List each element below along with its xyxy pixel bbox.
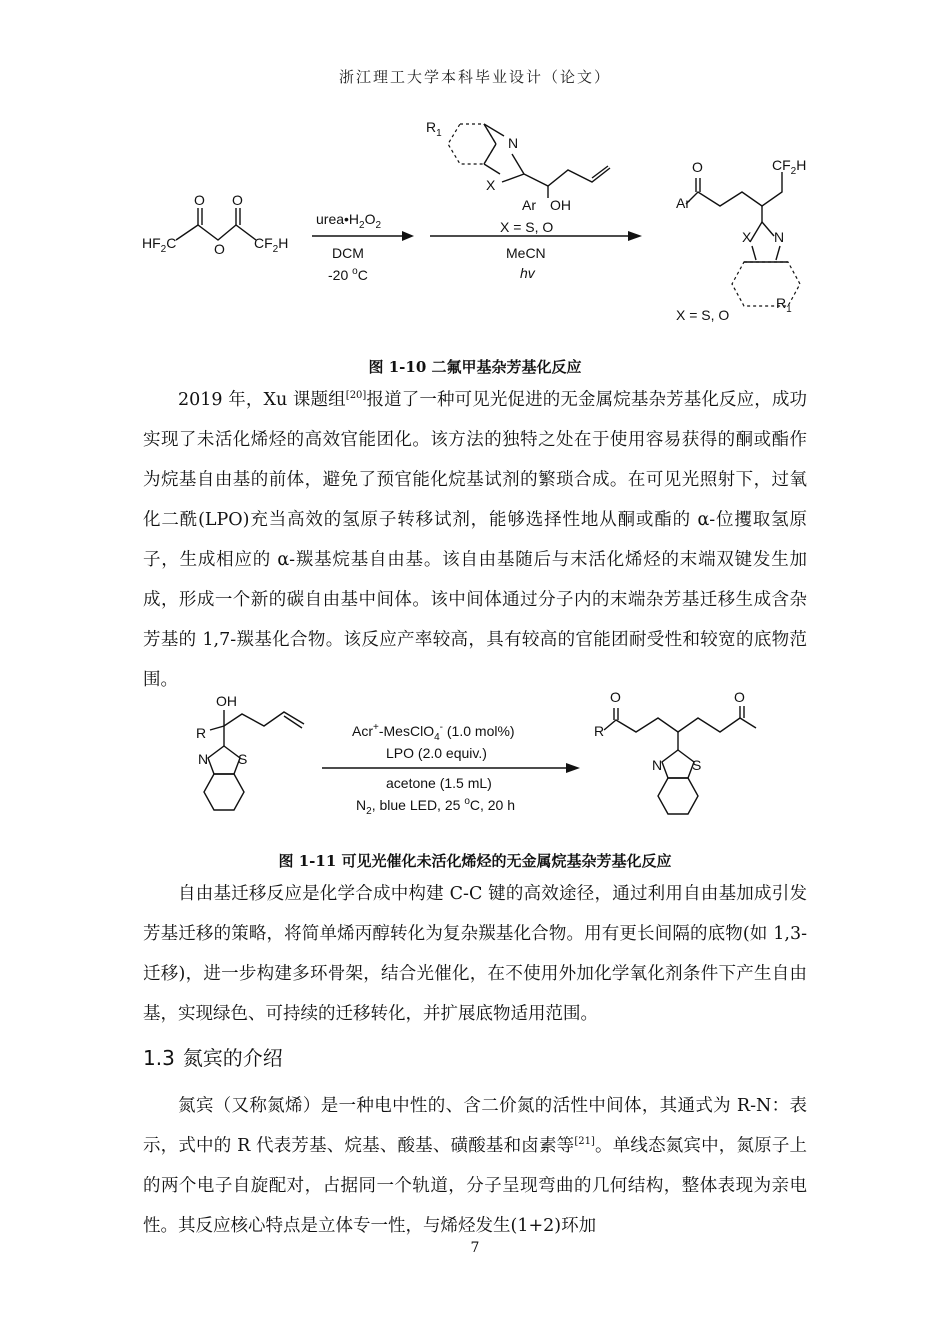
paragraph-xu-group: 2019 年，Xu 课题组[20]报道了一种可见光促进的无金属烷基杂芳基化反应，成功实现了未活化烯烃的高效官能团化。该方法的独特之处在于使用容易获得的酮或酯作为烷基自由基的前体，避免了预官能化烷基试剂的繁琐合成。在可见光照射下，过氧化二酰(LPO)充当高效的氢原子转移试剂，能够选择性地从酮或酯的 α-位攫取氢原子，生成相应的 α-羰基烷基自由基。该自由基随后与末活化烯烃的末端双键发生加成，形成一个新的碳自由基中间体。该中间体通过分子内的末端杂芳基迁移生成含杂芳基的 1,7-羰基化合物。该反应产率较高，具有较高的官能团耐受性和较宽的底物范围。 (143, 390, 808, 690)
scheme-1-11 (180, 686, 780, 836)
svg-text:O: O (692, 159, 703, 175)
section-heading-1-3 (143, 1042, 291, 1071)
figure-caption-1-11: 图 1-11 可见光催化未活化烯烃的无金属烷基杂芳基化反应 (278, 852, 672, 870)
svg-text:N: N (198, 751, 209, 767)
conditions-label: $N_2$, blue LED, 25 $^o$C, 20 h (356, 796, 516, 817)
section-title: 氮宾的介绍 (182, 1046, 283, 1070)
carbonyl-o-label: O (194, 192, 205, 208)
page-number: 7 (470, 1240, 480, 1256)
solvent-label: acetone (1.5 mL) (386, 775, 492, 791)
svg-text:S: S (238, 751, 248, 767)
svg-text:R1: $R_1$ (426, 119, 442, 139)
temperature-label: -20 $^o$C (328, 266, 368, 283)
x-definition: X = S, O (500, 219, 554, 235)
product-structure-1 (676, 157, 806, 322)
solvent-dcm: DCM (332, 245, 364, 261)
difluoroacetic-anhydride-structure (142, 192, 288, 257)
svg-text:O: O (610, 689, 621, 705)
reagent-urea-h2o2: $urea•H_2O_2$ (316, 211, 382, 231)
svg-text:N: N (774, 229, 785, 245)
svg-text:R: R (196, 725, 207, 741)
svg-text:N: N (652, 757, 663, 773)
svg-text:X: X (742, 229, 752, 245)
solvent-mecn: MeCN (506, 245, 546, 261)
svg-text:R: R (594, 723, 605, 739)
svg-text:Ar: Ar (522, 197, 536, 213)
cf2h-label: $CF_2H$ (254, 235, 289, 255)
oxidant-label: LPO (2.0 equiv.) (386, 745, 487, 761)
section-number: 1.3 (143, 1046, 175, 1070)
substrate-structure (196, 693, 304, 810)
svg-text:R1: $R_1$ (776, 295, 792, 315)
svg-text:CF2H: $CF_2H$ (772, 157, 807, 177)
paragraph-radical-migration: 自由基迁移反应是化学合成中构建 C-C 键的高效途径，通过利用自由基加成引发芳基迁移的策略，将简单烯丙醇转化为复杂羰基化合物。用有更长间隔的底物(如 1,3-迁移)，进一步构建多环骨架，结合光催化，在不使用外加化学氧化剂条件下产生自由基，实现绿色、可持续的迁移转化，并扩展底物适用范围。 (143, 884, 807, 1024)
hf2c-label: $HF_2C$ (142, 235, 177, 255)
catalyst-label: Acr+-MesClO$_4$- (1.0 mol%) (352, 722, 515, 743)
figure-caption-1-10: 图 1-10 二氟甲基杂芳基化反应 (368, 358, 582, 376)
light-hv: hv (520, 265, 535, 281)
svg-text:X: X (486, 177, 496, 193)
svg-text:N: N (508, 135, 519, 151)
scheme-1-10 (140, 112, 820, 322)
ether-o-label: O (214, 241, 225, 257)
carbonyl-o-label-2: O (232, 192, 243, 208)
citation-20: [20] (345, 390, 367, 402)
product-structure-2 (594, 689, 756, 814)
svg-text:X = S, O: X = S, O (676, 307, 730, 322)
svg-text:OH: OH (216, 693, 237, 709)
svg-text:OH: OH (550, 197, 571, 213)
citation-21: [21] (574, 1136, 595, 1148)
svg-text:Ar: Ar (676, 195, 690, 211)
svg-text:S: S (692, 757, 702, 773)
page-header: 浙江理工大学本科毕业设计（论文） (338, 68, 611, 86)
svg-text:O: O (734, 689, 745, 705)
paragraph-nitrene: 氮宾（又称氮烯）是一种电中性的、含二价氮的活性中间体，其通式为 R-N：表示，式中的 R 代表芳基、烷基、酸基、磺酸基和卤素等[21]。单线态氮宾中，氮原子上的两个电子自旋配对，占据同一个轨道，分子呈现弯曲的几何结构，整体表现为亲电性。其反应核心特点是立体专一性，与烯烃发生(1+2)环加 (143, 1096, 808, 1236)
heteroaryl-alcohol-structure (426, 119, 610, 213)
